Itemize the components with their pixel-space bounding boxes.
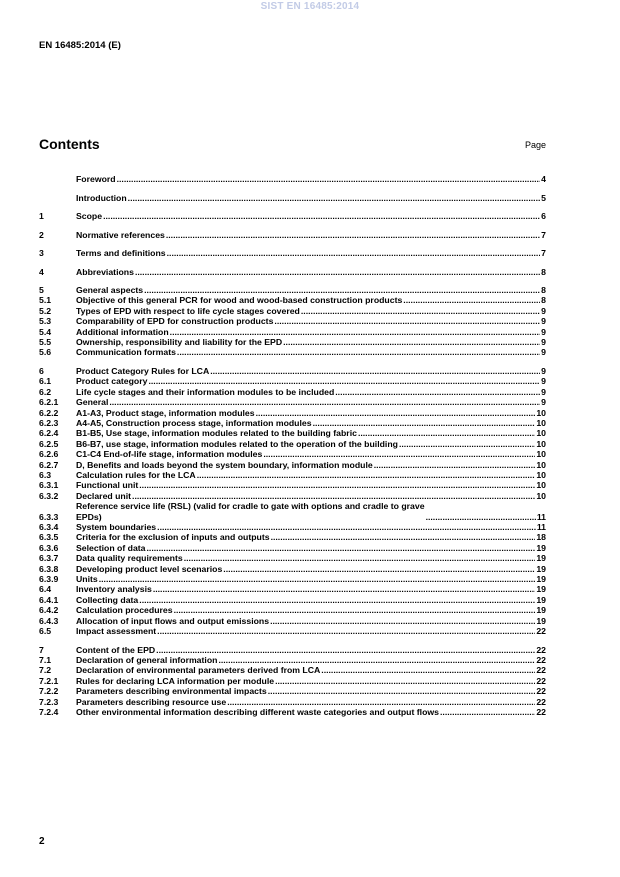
toc-entry-title: Parameters describing resource use (76, 696, 227, 707)
toc-entry[interactable] (39, 327, 546, 337)
toc-dot-leader (99, 574, 536, 584)
toc-entry-title: Declared unit (76, 490, 132, 501)
toc-dot-leader (301, 306, 540, 316)
toc-entry-title: Reference service life (RSL) (valid for cradle to gate with options and cradle to grave (76, 501, 425, 512)
toc-entry-number: 6.3 (39, 470, 52, 480)
toc-entry[interactable] (39, 376, 546, 386)
toc-entry[interactable] (39, 543, 546, 553)
toc-entry-number: 5.2 (39, 305, 52, 316)
toc-dot-leader (103, 211, 540, 221)
toc-entry[interactable] (39, 480, 546, 490)
toc-dot-leader (358, 428, 535, 438)
toc-dot-leader (147, 543, 536, 553)
toc-entry-number: 6.3.2 (39, 490, 59, 501)
toc-entry[interactable] (39, 522, 546, 532)
toc-entry-page: 19 (536, 615, 546, 626)
toc-dot-leader (139, 595, 535, 605)
toc-entry[interactable] (39, 491, 546, 501)
toc-entry-number: 4 (39, 266, 44, 277)
toc-entry-number: 3 (39, 248, 44, 258)
toc-entry-number: 5.4 (39, 326, 52, 337)
toc-entry[interactable] (39, 605, 546, 615)
toc-entry[interactable] (39, 645, 546, 655)
toc-dot-leader (335, 387, 540, 397)
toc-entry-title: General aspects (76, 285, 144, 295)
toc-entry-title: Collecting data (76, 594, 139, 605)
toc-entry[interactable] (39, 574, 546, 584)
toc-entry-page: 22 (536, 665, 546, 676)
toc-entry-title: C1-C4 End-of-life stage, information modules (76, 449, 263, 460)
toc-entry[interactable] (39, 248, 546, 258)
toc-entry[interactable] (39, 428, 546, 438)
toc-entry-page: 10 (536, 438, 546, 449)
toc-dot-leader (117, 174, 541, 184)
toc-dot-leader (132, 491, 535, 501)
toc-dot-leader (157, 626, 535, 636)
toc-entry[interactable] (39, 564, 546, 574)
toc-entry-title: Introduction (76, 192, 127, 203)
toc-entry-page: 19 (536, 542, 546, 553)
toc-dot-leader (321, 665, 535, 675)
toc-dot-leader (271, 532, 536, 542)
toc-entry[interactable] (39, 676, 546, 686)
toc-entry-title-block (76, 501, 425, 522)
toc-entry-page: 18 (536, 532, 546, 543)
toc-entry-number: 7.2.3 (39, 696, 59, 707)
toc-entry-title: Functional unit (76, 480, 139, 491)
toc-dot-leader (274, 316, 540, 326)
toc-dot-leader (174, 605, 536, 615)
toc-entry-title: Developing product level scenarios (76, 563, 223, 574)
toc-entry-page: 22 (536, 686, 546, 697)
toc-entry-page: 10 (536, 417, 546, 428)
toc-entry-number: 6.2.3 (39, 417, 59, 428)
toc-entry-title: Data quality requirements (76, 553, 183, 564)
toc-entry-title: Rules for declaring LCA information per module (76, 675, 275, 686)
toc-entry[interactable] (39, 387, 546, 397)
toc-entry-title: Declaration of general information (76, 655, 218, 665)
toc-dot-leader (263, 449, 535, 459)
toc-entry-title: Product category (76, 376, 148, 387)
toc-entry-title-continued: EPDs) (76, 511, 102, 522)
page-column-label: Page (524, 140, 546, 150)
toc-entry-page: 9 (541, 386, 546, 397)
toc-entry[interactable] (39, 408, 546, 418)
toc-entry-page: 8 (541, 285, 546, 295)
toc-entry-page: 10 (536, 480, 546, 491)
toc-dot-leader (440, 707, 535, 717)
toc-entry-number: 6.4.3 (39, 615, 59, 626)
toc-entry-title: Units (76, 574, 98, 585)
toc-entry-title: Calculation procedures (76, 605, 173, 616)
toc-entry-page: 22 (536, 655, 546, 665)
toc-entry-title: General (76, 397, 109, 408)
toc-dot-leader (144, 285, 540, 295)
toc-entry-number: 5.6 (39, 347, 52, 358)
toc-entry[interactable] (39, 501, 546, 522)
toc-entry[interactable] (39, 267, 546, 277)
toc-entry-number: 5.5 (39, 337, 52, 348)
toc-entry-page: 22 (536, 707, 546, 718)
toc-entry-title: Objective of this general PCR for wood and wood-based construction products (76, 295, 403, 306)
toc-entry-page: 9 (541, 365, 546, 376)
toc-entry-number: 6.2.4 (39, 428, 59, 439)
toc-entry[interactable] (39, 584, 546, 594)
toc-dot-leader (403, 295, 540, 305)
toc-entry-title: Types of EPD with respect to life cycle stages covered (76, 305, 300, 316)
toc-entry-page: 10 (536, 470, 546, 480)
toc-entry-number: 6.2.1 (39, 397, 59, 408)
toc-entry-number: 6.2.6 (39, 449, 59, 460)
toc-entry-number: 7.2.1 (39, 675, 59, 686)
toc-dot-leader (135, 267, 540, 277)
toc-dot-leader (166, 230, 540, 240)
toc-entry-title: System boundaries (76, 522, 157, 533)
toc-entry-page: 10 (536, 449, 546, 460)
toc-entry-number: 6.2.2 (39, 407, 59, 418)
toc-dot-leader (268, 686, 536, 696)
toc-entry-title: A1-A3, Product stage, information modules (76, 407, 255, 418)
toc-entry-page: 19 (536, 574, 546, 585)
toc-entry[interactable] (39, 626, 546, 636)
toc-entry-number: 6.2 (39, 386, 52, 397)
toc-dot-leader (156, 645, 535, 655)
toc-entry-number: 6.4.2 (39, 605, 59, 616)
toc-entry[interactable] (39, 460, 546, 470)
toc-dot-leader (374, 460, 536, 470)
toc-entry-title: Life cycle stages and their information modules to be included (76, 386, 335, 397)
toc-entry[interactable] (39, 655, 546, 665)
toc-entry[interactable] (39, 707, 546, 717)
toc-entry-title: Communication formats (76, 347, 176, 358)
toc-entry-title: Calculation rules for the LCA (76, 470, 196, 480)
toc-entry-number: 2 (39, 229, 44, 240)
toc-entry-page: 10 (536, 428, 546, 439)
toc-entry-title: B6-B7, use stage, information modules related to the operation of the building (76, 438, 398, 449)
toc-entry[interactable] (39, 595, 546, 605)
contents-title: Contents (39, 136, 100, 152)
toc-entry-page: 8 (541, 266, 546, 277)
toc-entry-number: 7.1 (39, 655, 52, 665)
toc-entry-page: 7 (541, 248, 546, 258)
page-number: 2 (39, 836, 45, 847)
toc-entry-page: 19 (536, 584, 546, 595)
toc-entry-title: Impact assessment (76, 626, 157, 637)
toc-entry-page: 11 (536, 522, 546, 533)
toc-entry-page: 9 (541, 337, 546, 348)
toc-dot-leader (313, 418, 536, 428)
toc-entry-page: 22 (536, 626, 546, 637)
watermark: SIST EN 16485:2014 (260, 1, 360, 12)
document-id: EN 16485:2014 (E) (39, 40, 121, 51)
toc-entry-title: B1-B5, Use stage, information modules related to the building fabric (76, 428, 357, 439)
toc-entry-number: 7 (39, 644, 44, 655)
toc-entry[interactable] (39, 697, 546, 707)
toc-entry-page: 7 (541, 229, 546, 240)
toc-entry-title: Declaration of environmental parameters derived from LCA (76, 665, 321, 676)
toc-dot-leader (227, 697, 535, 707)
toc-entry-page: 10 (536, 490, 546, 501)
toc-dot-leader (167, 248, 541, 258)
toc-entry[interactable] (39, 230, 546, 240)
toc-entry[interactable] (39, 418, 546, 428)
toc-entry-page: 9 (541, 347, 546, 358)
toc-entry-page: 4 (541, 174, 546, 184)
toc-entry-page: 9 (541, 376, 546, 387)
toc-entry-page: 10 (536, 407, 546, 418)
toc-entry[interactable] (39, 193, 546, 203)
toc-entry-title: Terms and definitions (76, 248, 166, 258)
toc-entry[interactable] (39, 316, 546, 326)
toc-entry-page: 19 (536, 605, 546, 616)
toc-dot-leader (148, 376, 540, 386)
toc-entry-number: 6.5 (39, 626, 52, 637)
toc-dot-leader (177, 347, 540, 357)
toc-entry-title: A4-A5, Construction process stage, information modules (76, 417, 312, 428)
toc-dot-leader (399, 439, 535, 449)
toc-dot-leader (157, 522, 536, 532)
toc-dot-leader (223, 564, 535, 574)
toc-entry-number: 6.3.5 (39, 532, 59, 543)
toc-entry[interactable] (39, 285, 546, 295)
toc-entry[interactable] (39, 665, 546, 675)
toc-dot-leader (275, 676, 535, 686)
toc-entry-page: 8 (541, 295, 546, 306)
toc-entry[interactable] (39, 174, 546, 184)
toc-entry-number: 6.3.4 (39, 522, 59, 533)
toc-entry[interactable] (39, 366, 546, 376)
toc-dot-leader (153, 584, 536, 594)
toc-dot-leader (170, 327, 540, 337)
toc-entry-number: 6.1 (39, 376, 52, 387)
toc-entry-number: 6.3.3 (39, 511, 59, 522)
toc-dot-leader (197, 470, 536, 480)
toc-entry-title: Criteria for the exclusion of inputs and outputs (76, 532, 270, 543)
toc-entry-number: 6.2.7 (39, 459, 59, 470)
toc-entry[interactable] (39, 439, 546, 449)
toc-entry-title: Foreword (76, 174, 116, 184)
toc-entry[interactable] (39, 470, 546, 480)
toc-entry[interactable] (39, 553, 546, 563)
toc-entry-number: 6.4 (39, 584, 52, 595)
toc-entry-title: Scope (76, 211, 103, 221)
table-of-contents (39, 174, 546, 717)
toc-dot-leader (184, 553, 536, 563)
toc-entry[interactable] (39, 397, 546, 407)
toc-entry-title: Allocation of input flows and output emissions (76, 615, 270, 626)
toc-dot-leader (256, 408, 536, 418)
toc-entry-page: 19 (536, 594, 546, 605)
toc-entry[interactable] (39, 337, 546, 347)
toc-entry[interactable] (39, 347, 546, 357)
toc-entry-number: 7.2 (39, 665, 52, 676)
toc-entry[interactable] (39, 306, 546, 316)
toc-entry-page: 10 (536, 459, 546, 470)
toc-entry-page: 22 (536, 644, 546, 655)
toc-dot-leader (270, 616, 535, 626)
toc-entry-number: 6.3.1 (39, 480, 59, 491)
toc-entry-number: 5.1 (39, 295, 52, 306)
toc-entry-number: 1 (39, 211, 44, 221)
toc-dot-leader (210, 366, 540, 376)
toc-entry-number: 7.2.4 (39, 707, 59, 718)
toc-entry-number: 6.2.5 (39, 438, 59, 449)
toc-entry-title: Parameters describing environmental impacts (76, 686, 267, 697)
toc-entry-title: Normative references (76, 229, 165, 240)
toc-entry-title: Comparability of EPD for construction products (76, 316, 274, 327)
toc-entry-title: Ownership, responsibility and liability for the EPD (76, 337, 283, 348)
toc-entry-page: 9 (541, 397, 546, 408)
toc-entry[interactable] (39, 295, 546, 305)
toc-dot-leader (128, 193, 540, 203)
toc-entry-number: 6.4.1 (39, 594, 59, 605)
toc-entry[interactable] (39, 616, 546, 626)
toc-entry-page: 22 (536, 675, 546, 686)
toc-entry-number: 5 (39, 285, 44, 295)
toc-dot-leader (139, 480, 535, 490)
toc-entry-page: 22 (536, 696, 546, 707)
toc-entry-page: 9 (541, 316, 546, 327)
toc-entry-title: Additional information (76, 326, 169, 337)
toc-entry-title: Content of the EPD (76, 644, 156, 655)
toc-dot-leader (109, 397, 540, 407)
toc-entry-title: Other environmental information describing different waste categories and output flows (76, 707, 439, 718)
toc-entry-title: Selection of data (76, 542, 146, 553)
toc-entry-page: 11 (536, 511, 546, 522)
toc-entry-number: 7.2.2 (39, 686, 59, 697)
toc-dot-leader (218, 655, 535, 665)
toc-entry-title: D, Benefits and loads beyond the system boundary, information module (76, 459, 373, 470)
toc-entry-number: 6.3.9 (39, 574, 59, 585)
toc-entry[interactable] (39, 532, 546, 542)
toc-entry[interactable] (39, 686, 546, 696)
toc-entry-number: 6.3.7 (39, 553, 59, 564)
toc-entry-page: 6 (541, 211, 546, 221)
toc-entry-number: 6 (39, 365, 44, 376)
toc-entry[interactable] (39, 211, 546, 221)
toc-entry-number: 5.3 (39, 316, 52, 327)
toc-entry-page: 5 (541, 192, 546, 203)
toc-entry-number: 6.3.8 (39, 563, 59, 574)
toc-entry-page: 9 (541, 305, 546, 316)
toc-entry-title: Product Category Rules for LCA (76, 365, 210, 376)
toc-entry-title: Abbreviations (76, 266, 134, 277)
toc-entry[interactable] (39, 449, 546, 459)
toc-entry-number: 6.3.6 (39, 542, 59, 553)
toc-entry-title: Inventory analysis (76, 584, 152, 595)
toc-entry-page: 9 (541, 326, 546, 337)
toc-entry-page: 19 (536, 563, 546, 574)
toc-dot-leader (426, 512, 536, 522)
toc-entry-page: 19 (536, 553, 546, 564)
toc-dot-leader (283, 337, 540, 347)
